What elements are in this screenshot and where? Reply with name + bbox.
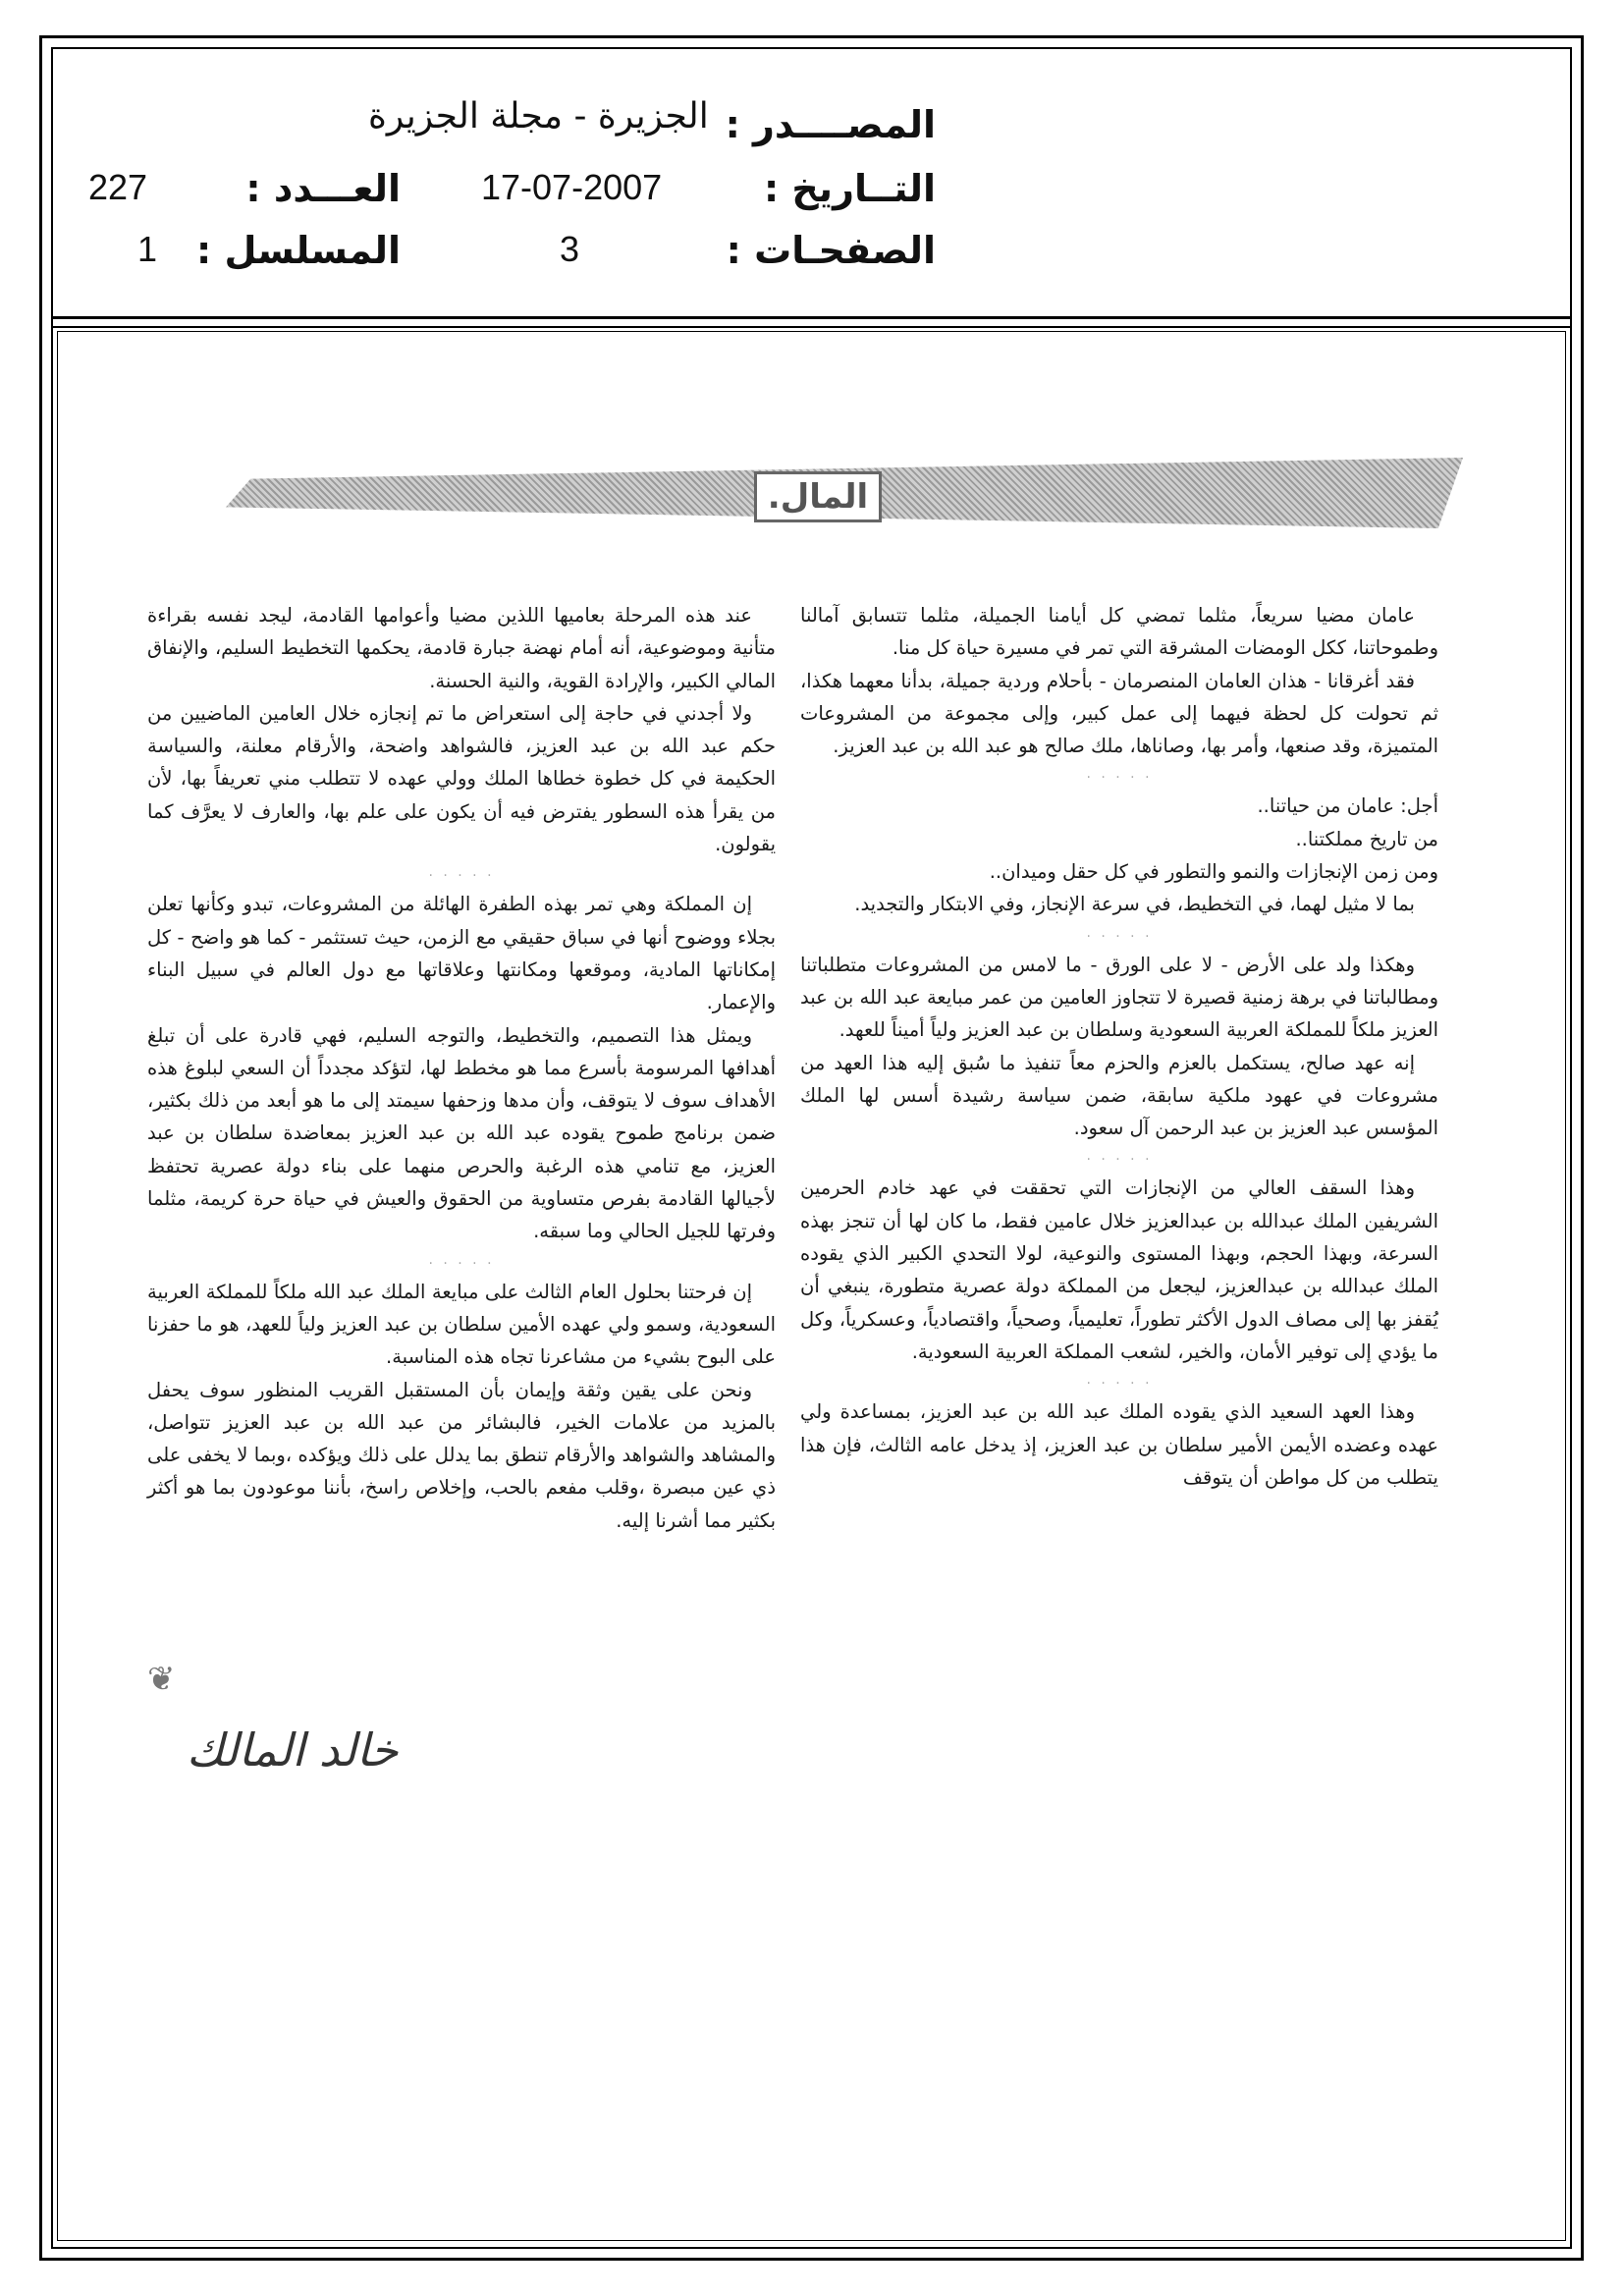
author-signature: خالد المالك	[187, 1723, 399, 1777]
date-value: 17-07-2007	[481, 167, 663, 207]
paragraph: أجل: عامان من حياتنا..	[1257, 794, 1438, 818]
source-label: المصــــدر :	[725, 103, 936, 146]
paragraph: وهكذا ولد على الأرض - لا على الورق - ما لامس من المشروعات متطلباتنا ومطالباتنا في برهة زمنية قصيرة لا تتجاوز العامين من عمر مبايعة عبد الله بن عبد العزيز ملكاً للمملكة العربية السعودية وسلطان بن عبد العزيز ولياً أميناً للعهد.	[800, 953, 1438, 1042]
issue-label: العـــدد :	[245, 167, 401, 210]
pages-label: الصفحـات :	[726, 229, 936, 272]
paragraph: وهذا العهد السعيد الذي يقوده الملك عبد الله بن عبد العزيز، بمساعدة ولي عهده وعضده الأيمن الأمير سلطان بن عبد العزيز، إذ يدخل عامه الثالث، فإن هذا يتطلب من كل مواطن أن يتوقف	[800, 1400, 1438, 1489]
separator: · · · · ·	[428, 1255, 495, 1272]
paragraph: ولا أجدني في حاجة إلى استعراض ما تم إنجازه خلال العامين الماضيين من حكم عبد الله بن عبد العزيز، فالشواهد واضحة، والأرقام معلنة، والسياسة الحكيمة في كل خطوة خطاها الملك وولي عهده لا تتطلب مني تعريفاً بها، لأن من يقرأ هذه السطور يفترض فيه أن يكون على علم بها، والعارف لا يعرَّف كما يقولون.	[147, 701, 776, 856]
pages-value: 3	[560, 229, 580, 269]
paragraph: إن المملكة وهي تمر بهذه الطفرة الهائلة من المشروعات، تبدو وكأنها تعلن بجلاء ووضوح أنها في سباق حقيقي مع الزمن، حيث تستثمر - كما هو واضح - كل إمكاناتها المادية، وموقعها ومكانتها وعلاقاتها مع دول العالم في سبيل البناء والإعمار.	[147, 893, 776, 1014]
paragraph: إنه عهد صالح، يستكمل بالعزم والحزم معاً تنفيذ ما سُبق إليه هذا العهد من مشروعات في عهود ملكية سابقة، ضمن سياسة رشيدة أسس لها الملك المؤسس عبد العزيز بن عبد الرحمن آل سعود.	[800, 1051, 1438, 1140]
decorative-ornament-icon: ❦	[147, 1660, 176, 1699]
serial-value: 1	[137, 229, 158, 269]
paragraph: عند هذه المرحلة بعاميها اللذين مضيا وأعوامها القادمة، ليجد نفسه بقراءة متأنية وموضوعية، أنه أمام نهضة جبارة قادمة، يحكمها التخطيط السليم، والإنفاق المالي الكبير، والإرادة القوية، والنية الحسنة.	[147, 604, 776, 692]
paragraph: بما لا مثيل لهما، في التخطيط، في سرعة الإنجاز، وفي الابتكار والتجديد.	[854, 893, 1415, 916]
date-label: التــاريخ :	[763, 167, 936, 210]
paragraph: ويمثل هذا التصميم، والتخطيط، والتوجه السليم، فهي قادرة على أن تبلغ أهدافها المرسومة بأسرع مما هو مخطط لها، لتؤكد مجدداً أن السعي لبلوغ هذه الأهداف سوف لا يتوقف، وأن مدها وزحفها سيمتد إلى ما هو أبعد من ذلك بكثير، ضمن برنامج طموح يقوده عبد الله بن عبد العزيز بمعاضدة سلطان بن عبد العزيز، مع تنامي هذه الرغبة والحرص منهما على بناء دولة عصرية تحتفظ لأجيالها القادمة بفرص متساوية من الحقوق والعيش في حياة حرة كريمة، مثلما وفرتها للجيل الحالي وما سبقه.	[147, 1023, 776, 1243]
separator: · · · · ·	[1086, 1152, 1153, 1169]
separator: · · · · ·	[1086, 1376, 1153, 1393]
article-left-column	[147, 599, 776, 1537]
header-divider	[51, 316, 1572, 319]
serial-label: المسلسل :	[196, 229, 401, 272]
source-value: الجزيرة - مجلة الجزيرة	[368, 96, 709, 137]
issue-value: 227	[88, 167, 148, 207]
paragraph: ومن زمن الإنجازات والنمو والتطور في كل حقل وميدان..	[989, 860, 1438, 884]
paragraph: ونحن على يقين وثقة وإيمان بأن المستقبل القريب المنظور سوف يحفل بالمزيد من علامات الخير، فالبشائر من عبد الله بن عبد العزيز تتواصل، والمشاهد والشواهد والأرقام تنطق بما يدلل على ذلك ويؤكده ،وبما لا يخفى على ذي عين مبصرة ،وقلب مفعم بالحب، وإخلاص راسخ، بأننا موعودون بما هو أكثر بكثير مما أشرنا إليه.	[147, 1378, 776, 1532]
paragraph: عامان مضيا سريعاً، مثلما تمضي كل أيامنا الجميلة، مثلما تتسابق آمالنا وطموحاتنا، ككل الومضات المشرقة التي تمر في مسيرة حياة كل منا.	[800, 604, 1438, 660]
header-divider-inner	[51, 326, 1572, 328]
separator: · · · · ·	[1086, 770, 1153, 787]
paragraph: من تاريخ مملكتنا..	[1295, 827, 1438, 850]
paragraph: فقد أغرقانا - هذان العامان المنصرمان - بأحلام وردية جميلة، بدأنا معهما هكذا، ثم تحولت كل لحظة فيهما إلى عمل كبير، وإلى مجموعة من المشروعات المتميزة، وقد صنعها، وأمر بها، وصاناها، ملك صالح هو عبد الله بن عبد العزيز.	[800, 669, 1438, 758]
paragraph: وهذا السقف العالي من الإنجازات التي تحققت في عهد خادم الحرمين الشريفين الملك عبدالله بن عبدالعزيز خلال عامين فقط، ما كان لها أن تنجز بهذه السرعة، وبهذا الحجم، وبهذا المستوى والنوعية، لولا التحدي الكبير الذي يقوده الملك عبدالله بن عبدالعزيز، ليجعل من المملكة دولة عصرية متطورة، ينبغي أن يُقفز بها إلى مصاف الدول الأكثر تطوراً، تعليمياً، وصحياً، واقتصادياً، وعسكرياً، وكل ما يؤدي إلى توفير الأمان، والخير، لشعب المملكة العربية السعودية.	[800, 1176, 1438, 1363]
separator: · · · · ·	[1086, 928, 1153, 945]
banner-title: المال.	[754, 471, 882, 522]
paragraph: إن فرحتنا بحلول العام الثالث على مبايعة الملك عبد الله ملكاً للمملكة العربية السعودية، وسمو ولي عهده الأمين سلطان بن عبد العزيز ولياً للعهد، هو ما حفزنا على البوح بشيء من مشاعرنا تجاه هذه المناسبة.	[147, 1280, 776, 1369]
article-right-column	[800, 599, 1438, 1494]
separator: · · · · ·	[428, 868, 495, 885]
